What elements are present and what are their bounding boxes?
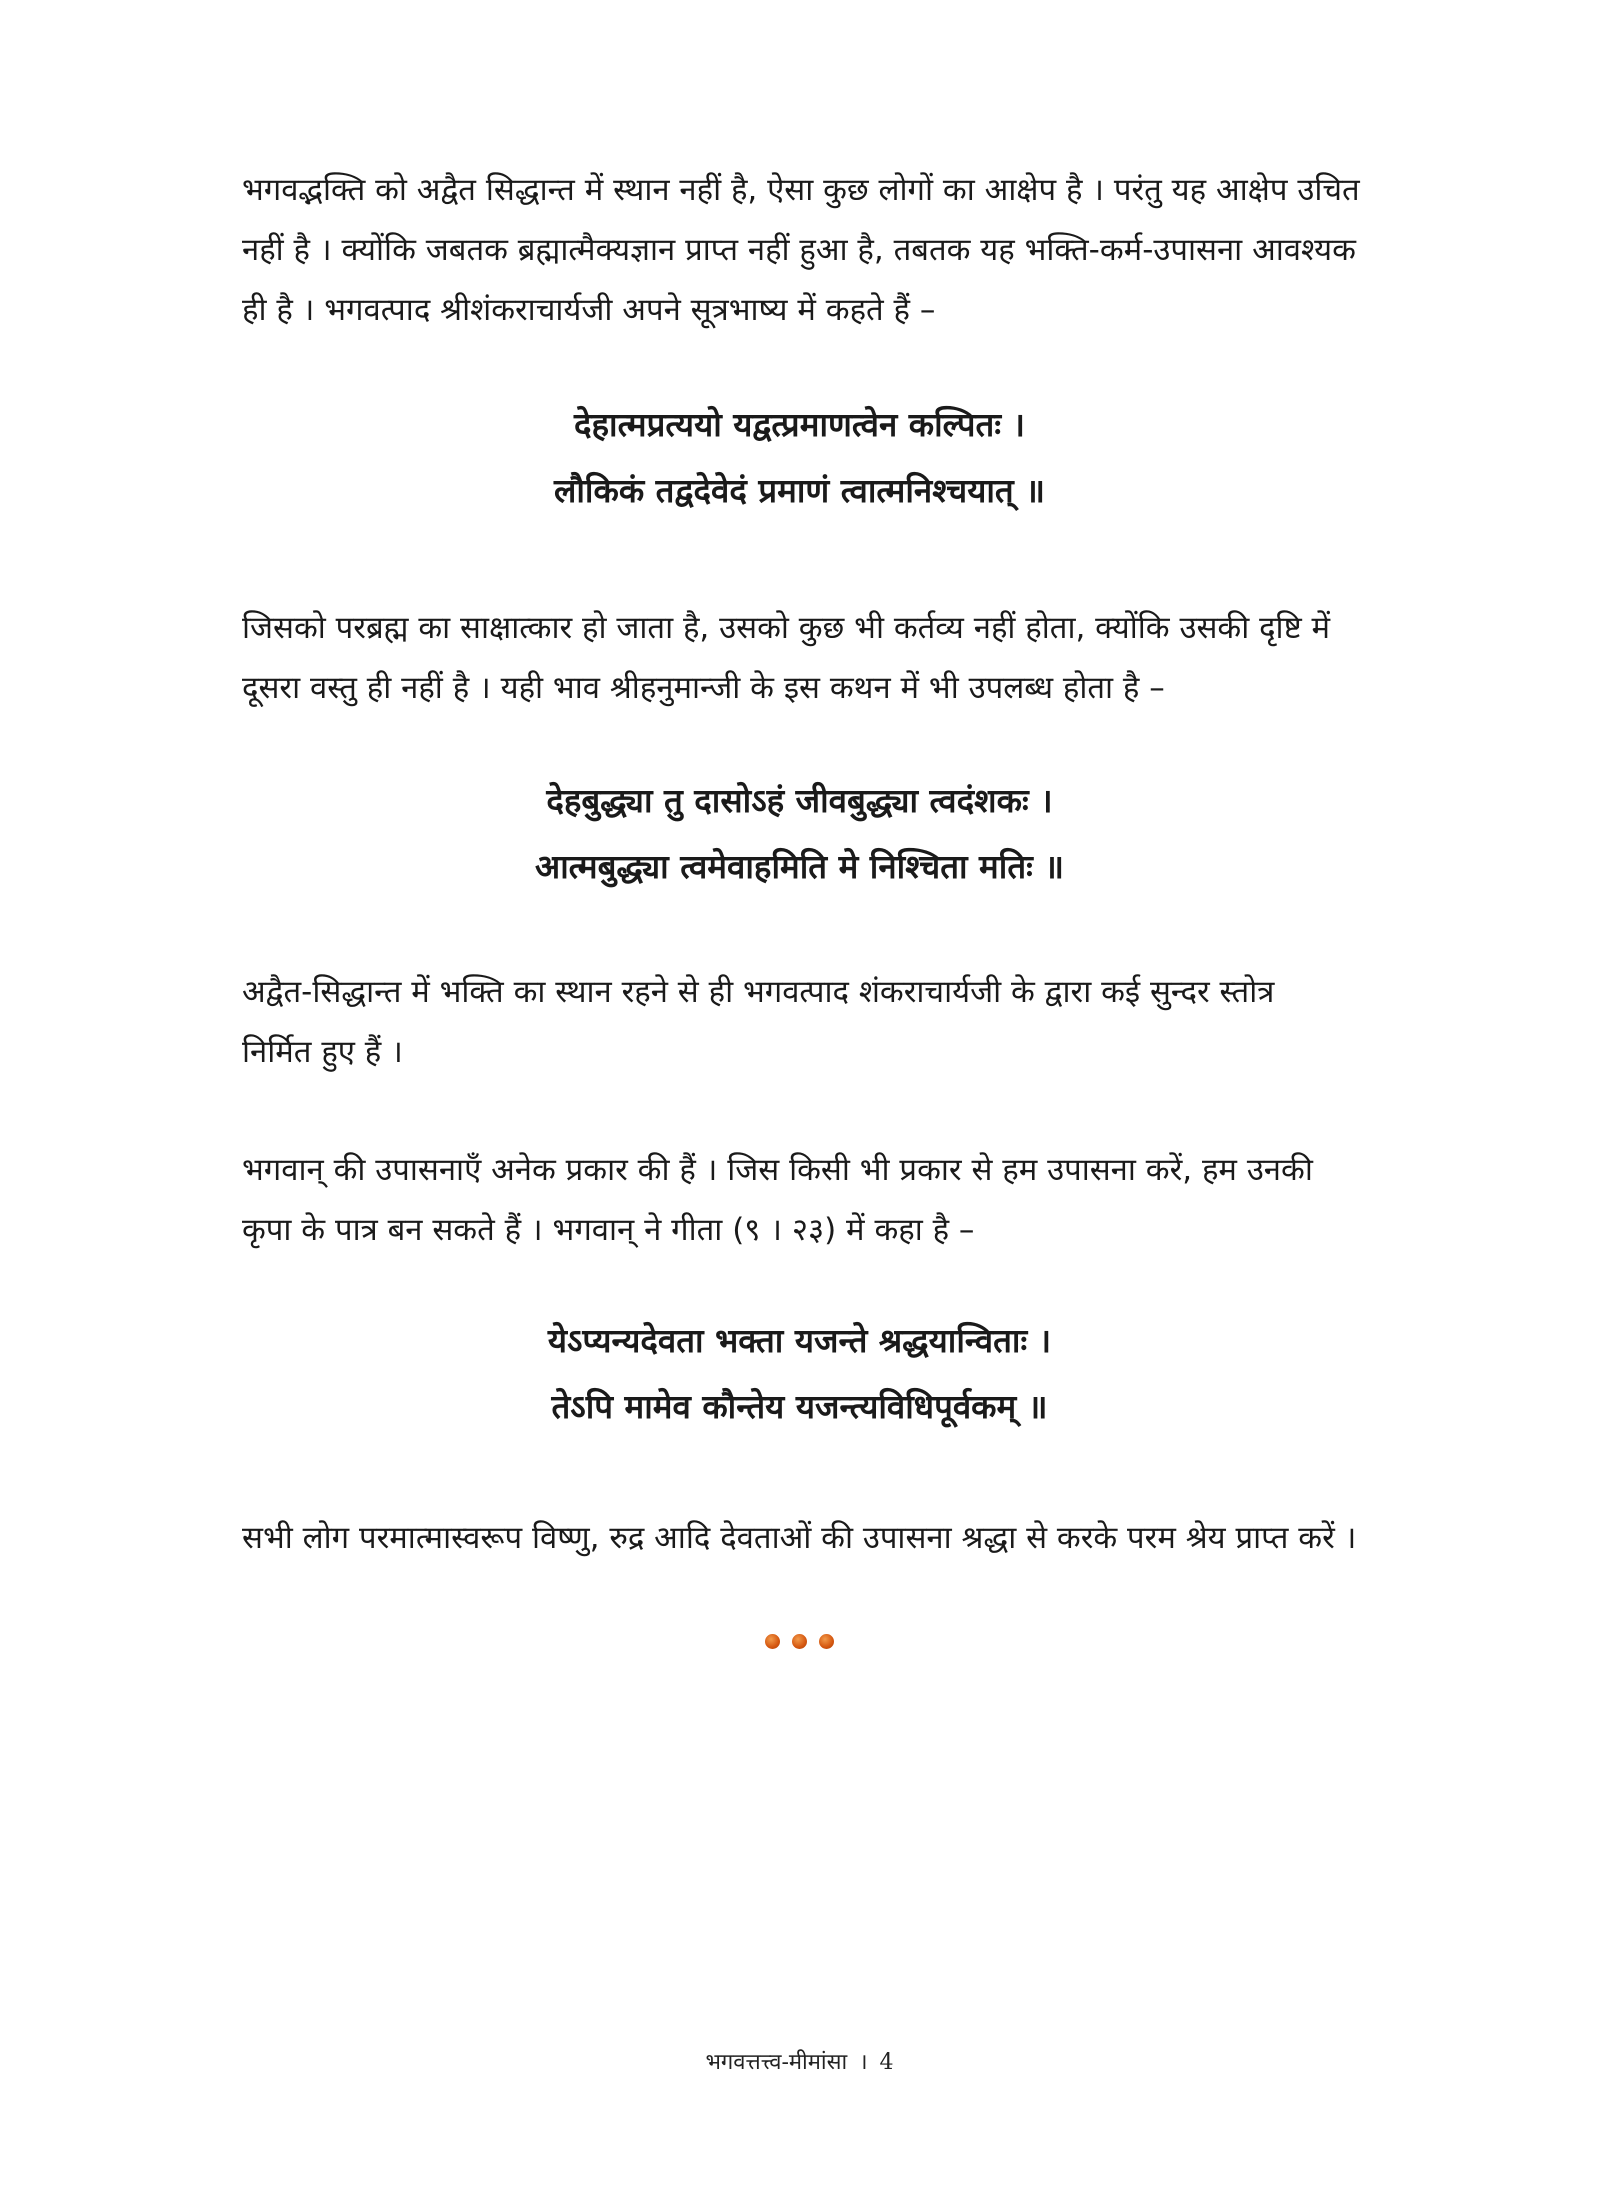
page-number: 4	[879, 2050, 894, 2075]
paragraph-line: अद्वैत-सिद्धान्त में भक्ति का स्थान रहने से ही भगवत्पाद शंकराचार्यजी के द्वारा कई सुन्दर स्तोत्र	[242, 974, 1275, 1010]
section-separator	[0, 1626, 1599, 1656]
verse-1	[0, 392, 1599, 524]
verse-3	[0, 1308, 1599, 1440]
verse-line: येऽप्यन्यदेवता भक्ता यजन्ते श्रद्धयान्विताः ।	[547, 1321, 1052, 1360]
paragraph-line: कृपा के पात्र बन सकते हैं । भगवान् ने गीता (९ । २३) में कहा है –	[242, 1212, 975, 1248]
paragraph-line: दूसरा वस्तु ही नहीं है । यही भाव श्रीहनुमान्जी के इस कथन में भी उपलब्ध होता है –	[242, 670, 1165, 706]
paragraph-2	[242, 598, 1542, 718]
verse-line: तेऽपि मामेव कौन्तेय यजन्त्यविधिपूर्वकम् ॥	[551, 1387, 1048, 1426]
verse-line: देहबुद्ध्या तु दासोऽहं जीवबुद्ध्या त्वदंशकः ।	[546, 781, 1053, 820]
paragraph-line: निर्मित हुए हैं ।	[242, 1034, 403, 1070]
separator-dot-icon	[765, 1634, 780, 1649]
paragraph-line: नहीं है । क्योंकि जबतक ब्रह्मात्मैक्यज्ञान प्राप्त नहीं हुआ है, तबतक यह भक्ति-कर्म-उपासना आवश्यक	[242, 232, 1356, 268]
paragraph-3	[242, 962, 1542, 1082]
separator-dot-icon	[792, 1634, 807, 1649]
paragraph-line: भगवान् की उपासनाएँ अनेक प्रकार की हैं । जिस किसी भी प्रकार से हम उपासना करें, हम उनकी	[242, 1152, 1313, 1188]
paragraph-line: सभी लोग परमात्मास्वरूप विष्णु, रुद्र आदि देवताओं की उपासना श्रद्धा से करके परम श्रेय प्राप्त करें ।	[242, 1520, 1357, 1556]
paragraph-1	[242, 160, 1542, 340]
paragraph-5	[242, 1508, 1542, 1568]
paragraph-4	[242, 1140, 1542, 1260]
separator-dot-icon	[819, 1634, 834, 1649]
verse-2	[0, 768, 1599, 900]
verse-line: आत्मबुद्ध्या त्वमेवाहमिति मे निश्चिता मतिः ॥	[534, 847, 1065, 886]
verse-line: लौकिकं तद्वदेवेदं प्रमाणं त्वात्मनिश्चयात् ॥	[554, 471, 1045, 510]
verse-line: देहात्मप्रत्ययो यद्वत्प्रमाणत्वेन कल्पितः ।	[573, 405, 1026, 444]
paragraph-line: भगवद्भक्ति को अद्वैत सिद्धान्त में स्थान नहीं है, ऐसा कुछ लोगों का आक्षेप है । परंतु यह आक्षेप उचित	[242, 172, 1360, 208]
paragraph-line: जिसको परब्रह्म का साक्षात्कार हो जाता है, उसको कुछ भी कर्तव्य नहीं होता, क्योंकि उसकी दृष्टि में	[242, 610, 1331, 646]
footer-book-title: भगवत्तत्त्व-मीमांसा	[705, 2050, 848, 2075]
paragraph-line: ही है । भगवत्पाद श्रीशंकराचार्यजी अपने सूत्रभाष्य में कहते हैं –	[242, 292, 936, 328]
footer-divider: ।	[859, 2050, 868, 2075]
page-footer	[0, 2046, 1599, 2076]
